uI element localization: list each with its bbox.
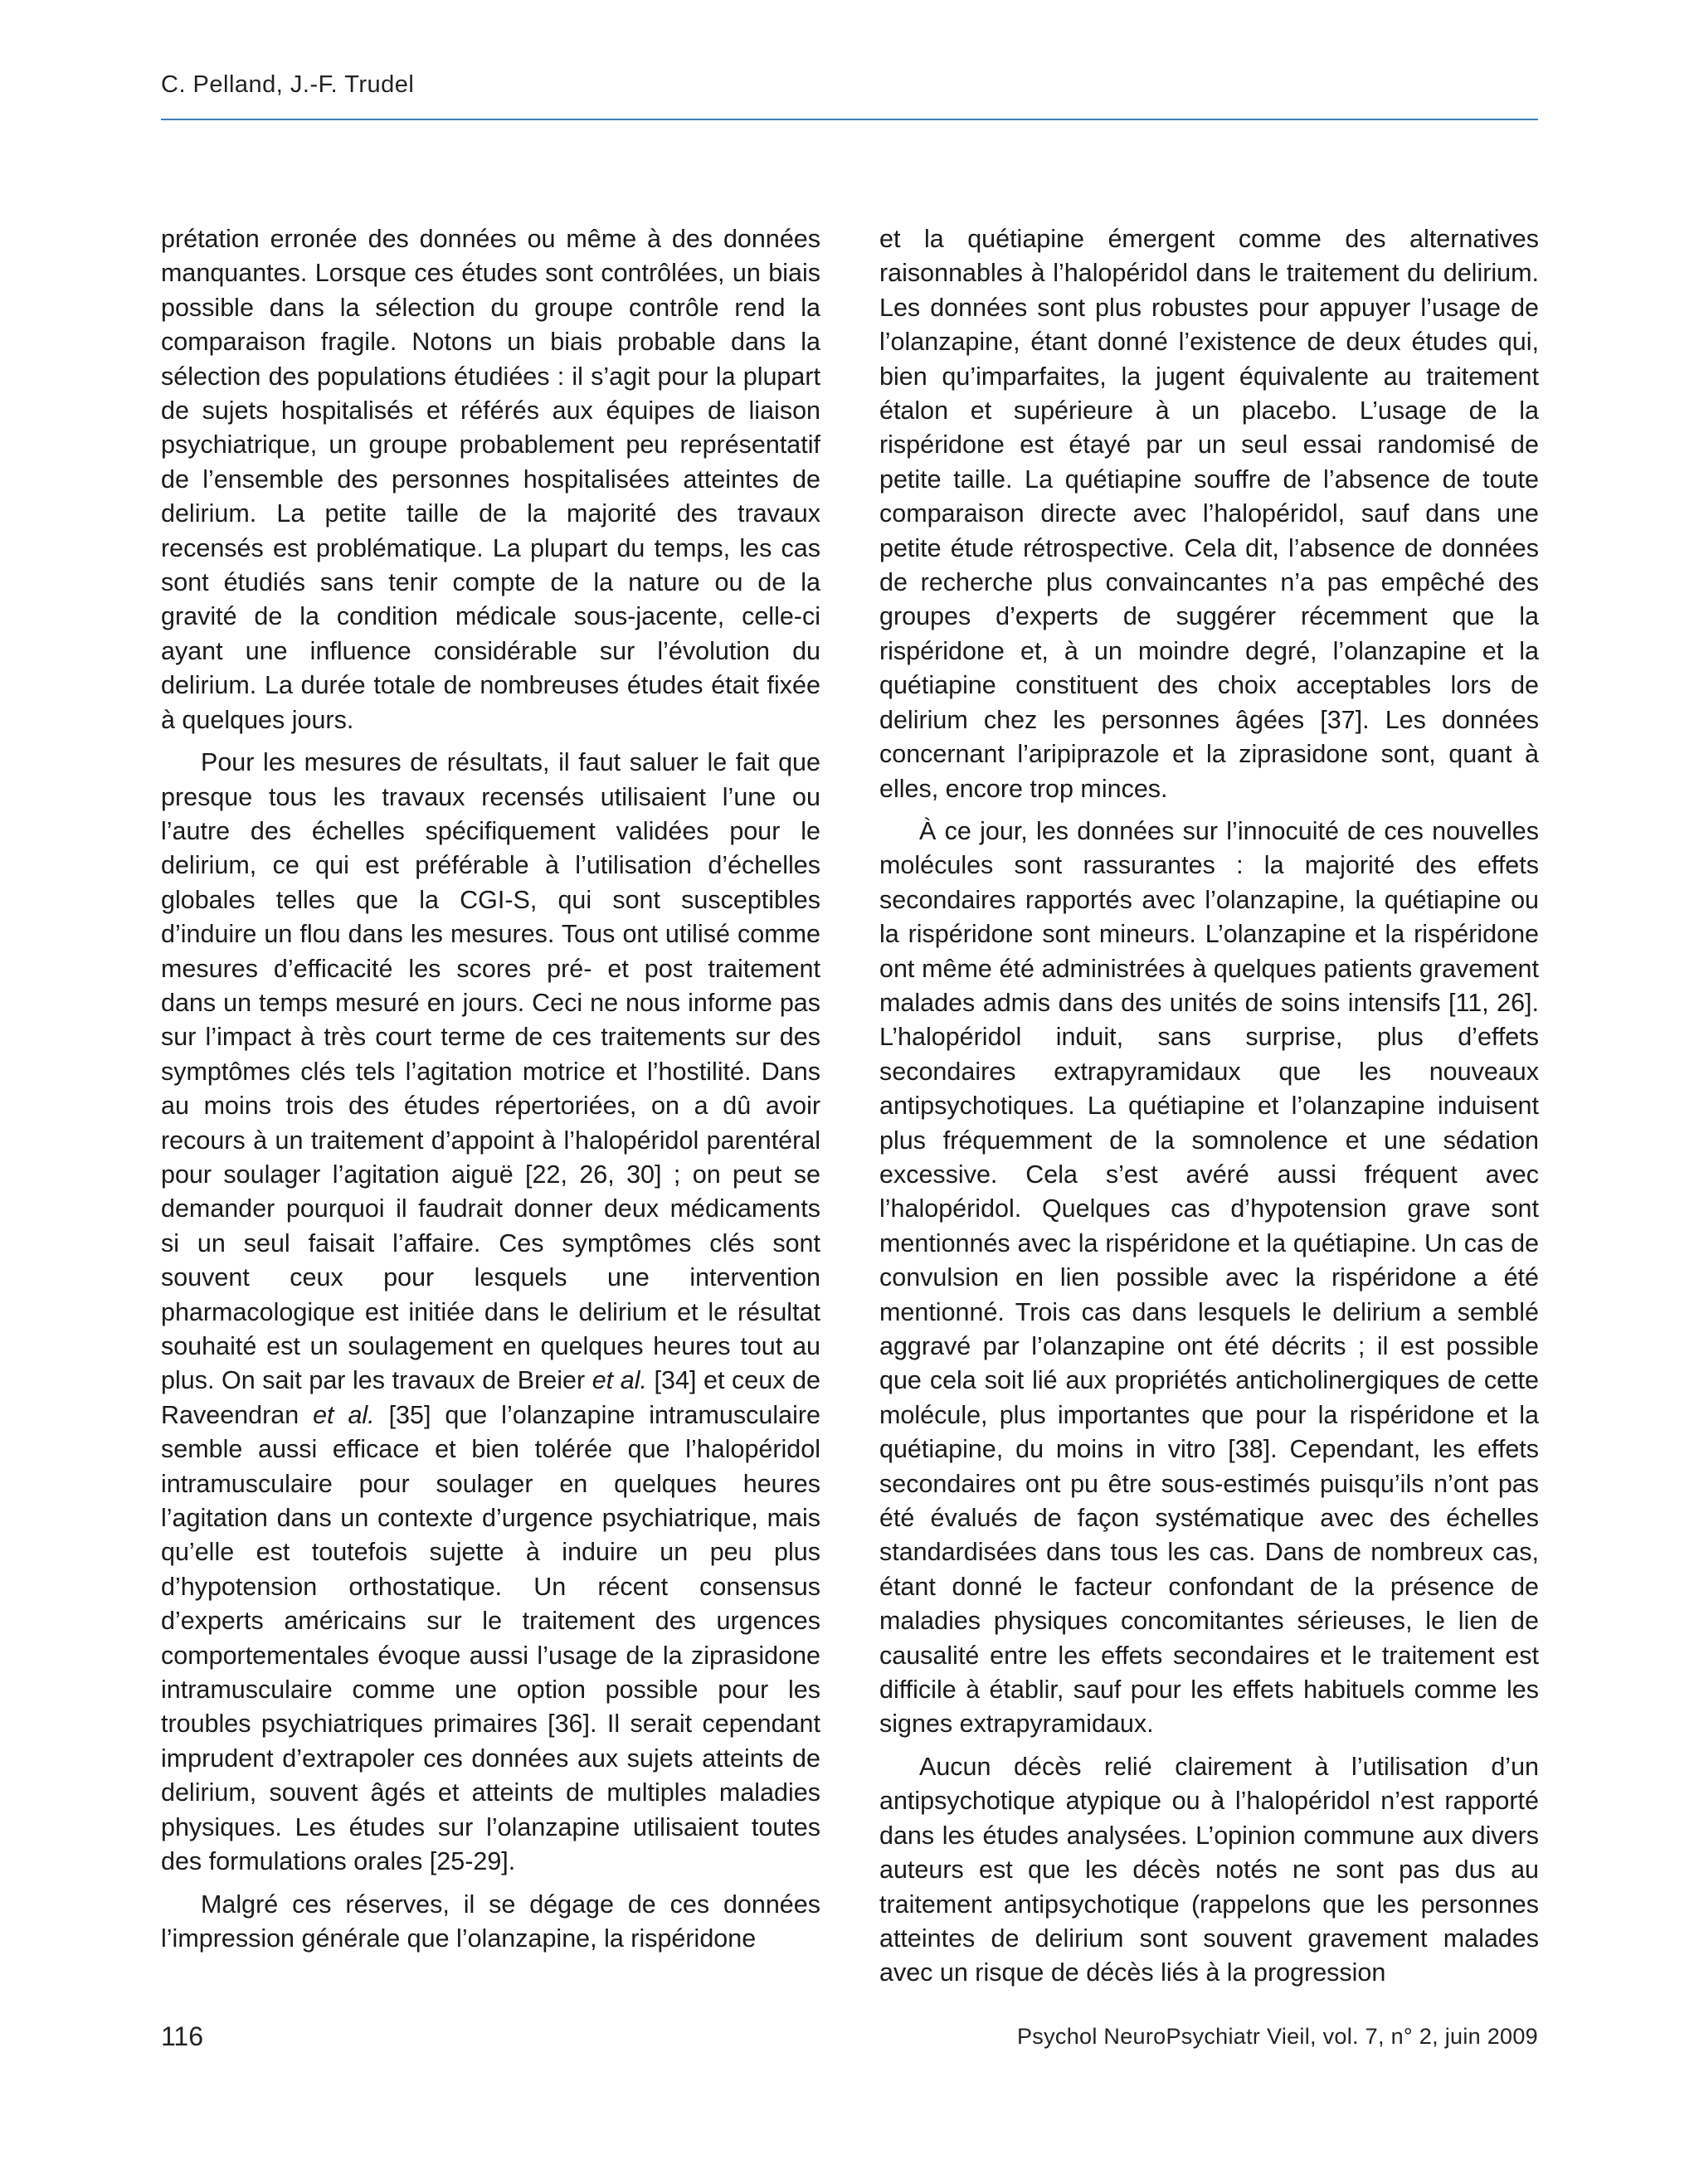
- running-head-authors: C. Pelland, J.-F. Trudel: [161, 71, 415, 98]
- right-paragraph-3: Aucun décès relié clairement à l’utilisation d’un antipsychotique atypique ou à l’halopéridol n’est rapporté dans les études analysées. L’opinion commune aux divers auteurs est que les décès notés ne sont pas dus au traitement antipsychotique (rappelons que les personnes atteintes de delirium sont souvent gravement malades avec un risque de décès liés à la progression: [879, 1752, 1539, 1987]
- page-number: 116: [161, 2021, 204, 2051]
- header-divider: [161, 119, 1538, 120]
- right-paragraph-2: À ce jour, les données sur l’innocuité de ces nouvelles molécules sont rassurantes : la majorité des effets secondaires rapportés avec l’olanzapine, la quétiapine ou la rispéridone sont mineurs. L’olanzapine et la rispéridone ont même été administrées à quelques patients gravement malades admis dans des unités de soins intensifs [11, 26]. L’halopéridol induit, sans surprise, plus d’effets secondaires extrapyramidaux que les nouveaux antipsychotiques. La quétiapine et l’olanzapine induisent plus fréquemment de la somnolence et une sédation excessive. Cela s’est avéré aussi fréquent avec l’halopéridol. Quelques cas d’hypotension grave sont mentionnés avec la rispéridone et la quétiapine. Un cas de convulsion en lien possible avec la rispéridone a été mentionné. Trois cas dans lesquels le delirium a semblé aggravé par l’olanzapine ont été décrits ; il est possible que cela soit lié aux propriétés anticholinergiques de cette molécule, plus importantes que pour la rispéridone et la quétiapine, du moins in vitro [38]. Cependant, les effets secondaires ont pu être sous-estimés puisqu’ils n’ont pas été évalués de façon systématique avec des échelles standardisées dans tous les cas. Dans de nombreux cas, étant donné le facteur confondant de la présence de maladies physiques concomitantes sérieuses, le lien de causalité entre les effets secondaires et le traitement est difficile à établir, sauf pour les effets habituels comme les signes extrapyramidaux.: [879, 816, 1539, 1739]
- left-paragraph-1: prétation erronée des données ou même à des données manquantes. Lorsque ces études sont contrôlées, un biais possible dans la sélection du groupe contrôle rend la comparaison fragile. Notons un biais probable dans la sélection des populations étudiées : il s’agit pour la plupart de sujets hospitalisés et référés aux équipes de liaison psychiatrique, un groupe probablement peu représentatif de l’ensemble des personnes hospitalisées atteintes de delirium. La petite taille de la majorité des travaux recensés est problématique. La plupart du temps, les cas sont étudiés sans tenir compte de la nature ou de la gravité de la condition médicale sous-jacente, celle-ci ayant une influence considérable sur l’évolution du delirium. La durée totale de nombreuses études était fixée à quelques jours.: [161, 225, 820, 734]
- left-paragraph-2-part-a: Pour les mesures de résultats, il faut saluer le fait que presque tous les travaux recensés utilisaient l’une ou l’autre des échelles spécifiquement validées pour le delirium, ce qui est préférable à l’utilisation d’échelles globales telles que la CGI-S, qui sont susceptibles d’induire un flou dans les mesures. Tous ont utilisé comme mesures d’efficacité les scores pré- et post traitement dans un temps mesuré en jours. Ceci ne nous informe pas sur l’impact à très court terme de ces traitements sur des symptômes clés tels l’agitation motrice et l’hostilité. Dans au moins trois des études répertoriées, on a dû avoir recours à un traitement d’appoint à l’halopéridol parentéral pour soulager l’agitation aiguë [22, 26, 30] ; on peut se demander pourquoi il faudrait donner deux médicaments si un seul faisait l’affaire. Ces symptômes clés sont souvent ceux pour lesquels une intervention pharmacologique est initiée dans le delirium et le résultat souhaité est un soulagement en quelques heures tout au plus. On sait par les travaux de Breier: [161, 748, 820, 1395]
- citation-et-al-breier: et al.: [591, 1366, 647, 1395]
- left-paragraph-2-part-c: [35] que l’olanzapine intramusculaire semble aussi efficace et bien tolérée que l’halopéridol intramusculaire pour soulager en quelques heures l’agitation dans un contexte d’urgence psychiatrique, mais qu’elle est toutefois sujette à induire un peu plus d’hypotension orthostatique. Un récent consensus d’experts américains sur le traitement des urgences comportementales évoque aussi l’usage de la ziprasidone intramusculaire comme une option possible pour les troubles psychiatriques primaires [36]. Il serait cependant imprudent d’extrapoler ces données aux sujets atteints de delirium, souvent âgés et atteints de multiples maladies physiques. Les études sur l’olanzapine utilisaient toutes des formulations orales [25-29].: [161, 1400, 820, 1876]
- left-paragraph-3: Malgré ces réserves, il se dégage de ces données l’impression générale que l’olanzapine, la rispéridone: [161, 1890, 820, 1953]
- left-paragraph-2-part-b: [34] et ceux de Raveendran: [161, 1366, 820, 1429]
- citation-et-al-raveendran: et al.: [313, 1400, 375, 1429]
- journal-citation: Psychol NeuroPsychiatr Vieil, vol. 7, n° 2, juin 2009: [1016, 2024, 1538, 2049]
- left-column: [161, 222, 820, 1956]
- right-column: [879, 222, 1539, 1991]
- right-paragraph-1: et la quétiapine émergent comme des alternatives raisonnables à l’halopéridol dans le traitement du delirium. Les données sont plus robustes pour appuyer l’usage de l’olanzapine, étant donné l’existence de deux études qui, bien qu’imparfaites, la jugent équivalente au traitement étalon et supérieure à un placebo. L’usage de la rispéridone est étayé par un seul essai randomisé de petite taille. La quétiapine souffre de l’absence de toute comparaison directe avec l’halopéridol, sauf dans une petite étude rétrospective. Cela dit, l’absence de données de recherche plus convaincantes n’a pas empêché des groupes d’experts de suggérer récemment que la rispéridone et, à un moindre degré, l’olanzapine et la quétiapine constituent des choix acceptables lors de delirium chez les personnes âgées [37]. Les données concernant l’aripiprazole et la ziprasidone sont, quant à elles, encore trop minces.: [879, 225, 1539, 803]
- left-paragraph-2: [161, 746, 820, 1879]
